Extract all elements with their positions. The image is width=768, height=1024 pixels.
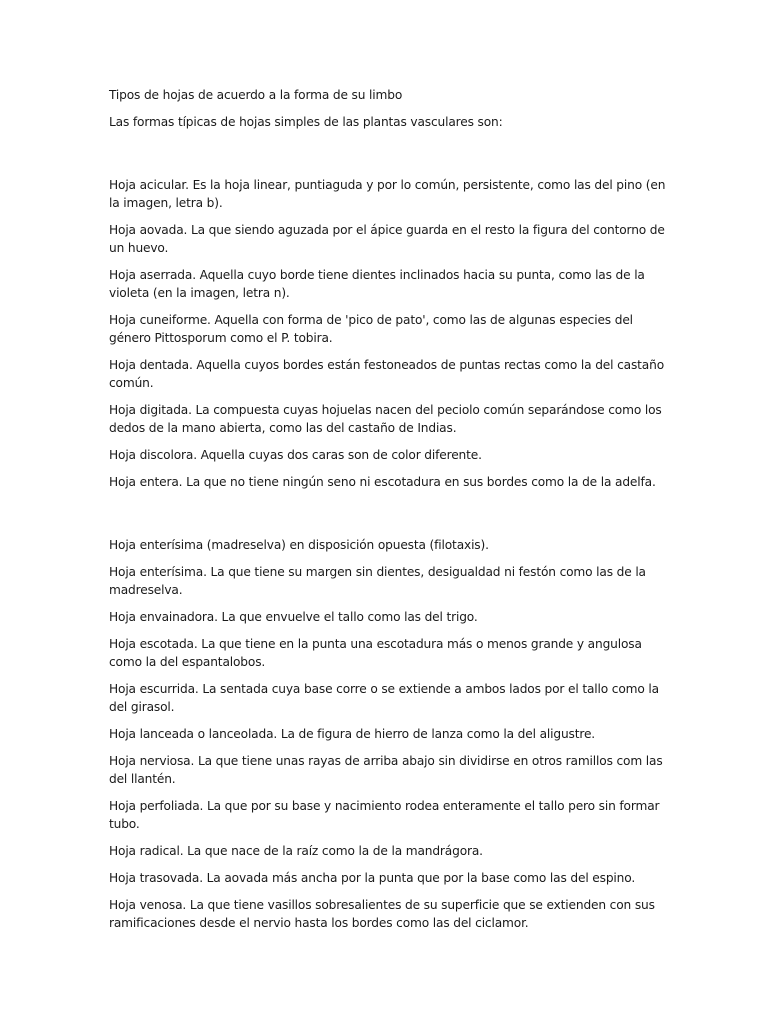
definition-acicular: Hoja acicular. Es la hoja linear, puntiaguda y por lo común, persistente, como las del pino (en la imagen, letra b). bbox=[109, 178, 666, 210]
definition-trasovada: Hoja trasovada. La aovada más ancha por la punta que por la base como las del espino. bbox=[109, 871, 636, 885]
definition-discolora: Hoja discolora. Aquella cuyas dos caras son de color diferente. bbox=[109, 448, 482, 462]
definition-aserrada: Hoja aserrada. Aquella cuyo borde tiene dientes inclinados hacia su punta, como las de la violeta (en la imagen, letra n). bbox=[109, 268, 645, 300]
definition-enterisima: Hoja enterísima. La que tiene su margen sin dientes, desigualdad ni festón como las de la madreselva. bbox=[109, 565, 646, 597]
intro-paragraph: Las formas típicas de hojas simples de las plantas vasculares son: bbox=[109, 115, 503, 129]
definition-lanceolada: Hoja lanceada o lanceolada. La de figura de hierro de lanza como la del aligustre. bbox=[109, 727, 596, 741]
definition-envainadora: Hoja envainadora. La que envuelve el tallo como las del trigo. bbox=[109, 610, 478, 624]
definition-perfoliada: Hoja perfoliada. La que por su base y nacimiento rodea enteramente el tallo pero sin formar tubo. bbox=[109, 799, 660, 831]
definition-radical: Hoja radical. La que nace de la raíz como la de la mandrágora. bbox=[109, 844, 483, 858]
definition-aovada: Hoja aovada. La que siendo aguzada por el ápice guarda en el resto la figura del contorno de un huevo. bbox=[109, 223, 665, 255]
definition-venosa: Hoja venosa. La que tiene vasillos sobresalientes de su superficie que se extienden con sus ramificaciones desde el nervio hasta los bordes como las del ciclamor. bbox=[109, 898, 655, 930]
definition-escotada: Hoja escotada. La que tiene en la punta una escotadura más o menos grande y angulosa como la del espantalobos. bbox=[109, 637, 642, 669]
definition-escurrida: Hoja escurrida. La sentada cuya base corre o se extiende a ambos lados por el tallo como la del girasol. bbox=[109, 682, 659, 714]
definition-entera: Hoja entera. La que no tiene ningún seno ni escotadura en sus bordes como la de la adelfa. bbox=[109, 475, 656, 489]
document-title: Tipos de hojas de acuerdo a la forma de su limbo bbox=[109, 88, 403, 102]
definition-digitada: Hoja digitada. La compuesta cuyas hojuelas nacen del peciolo común separándose como los dedos de la mano abierta, como las del castaño de Indias. bbox=[109, 403, 662, 435]
image-caption-enterisima: Hoja enterísima (madreselva) en disposición opuesta (filotaxis). bbox=[109, 538, 489, 552]
document-page bbox=[109, 86, 669, 932]
definition-cuneiforme: Hoja cuneiforme. Aquella con forma de 'pico de pato', como las de algunas especies del género Pittosporum como el P. tobira. bbox=[109, 313, 633, 345]
definition-nerviosa: Hoja nerviosa. La que tiene unas rayas de arriba abajo sin dividirse en otros ramillos com las del llantén. bbox=[109, 754, 663, 786]
definition-dentada: Hoja dentada. Aquella cuyos bordes están festoneados de puntas rectas como la del castaño común. bbox=[109, 358, 664, 390]
